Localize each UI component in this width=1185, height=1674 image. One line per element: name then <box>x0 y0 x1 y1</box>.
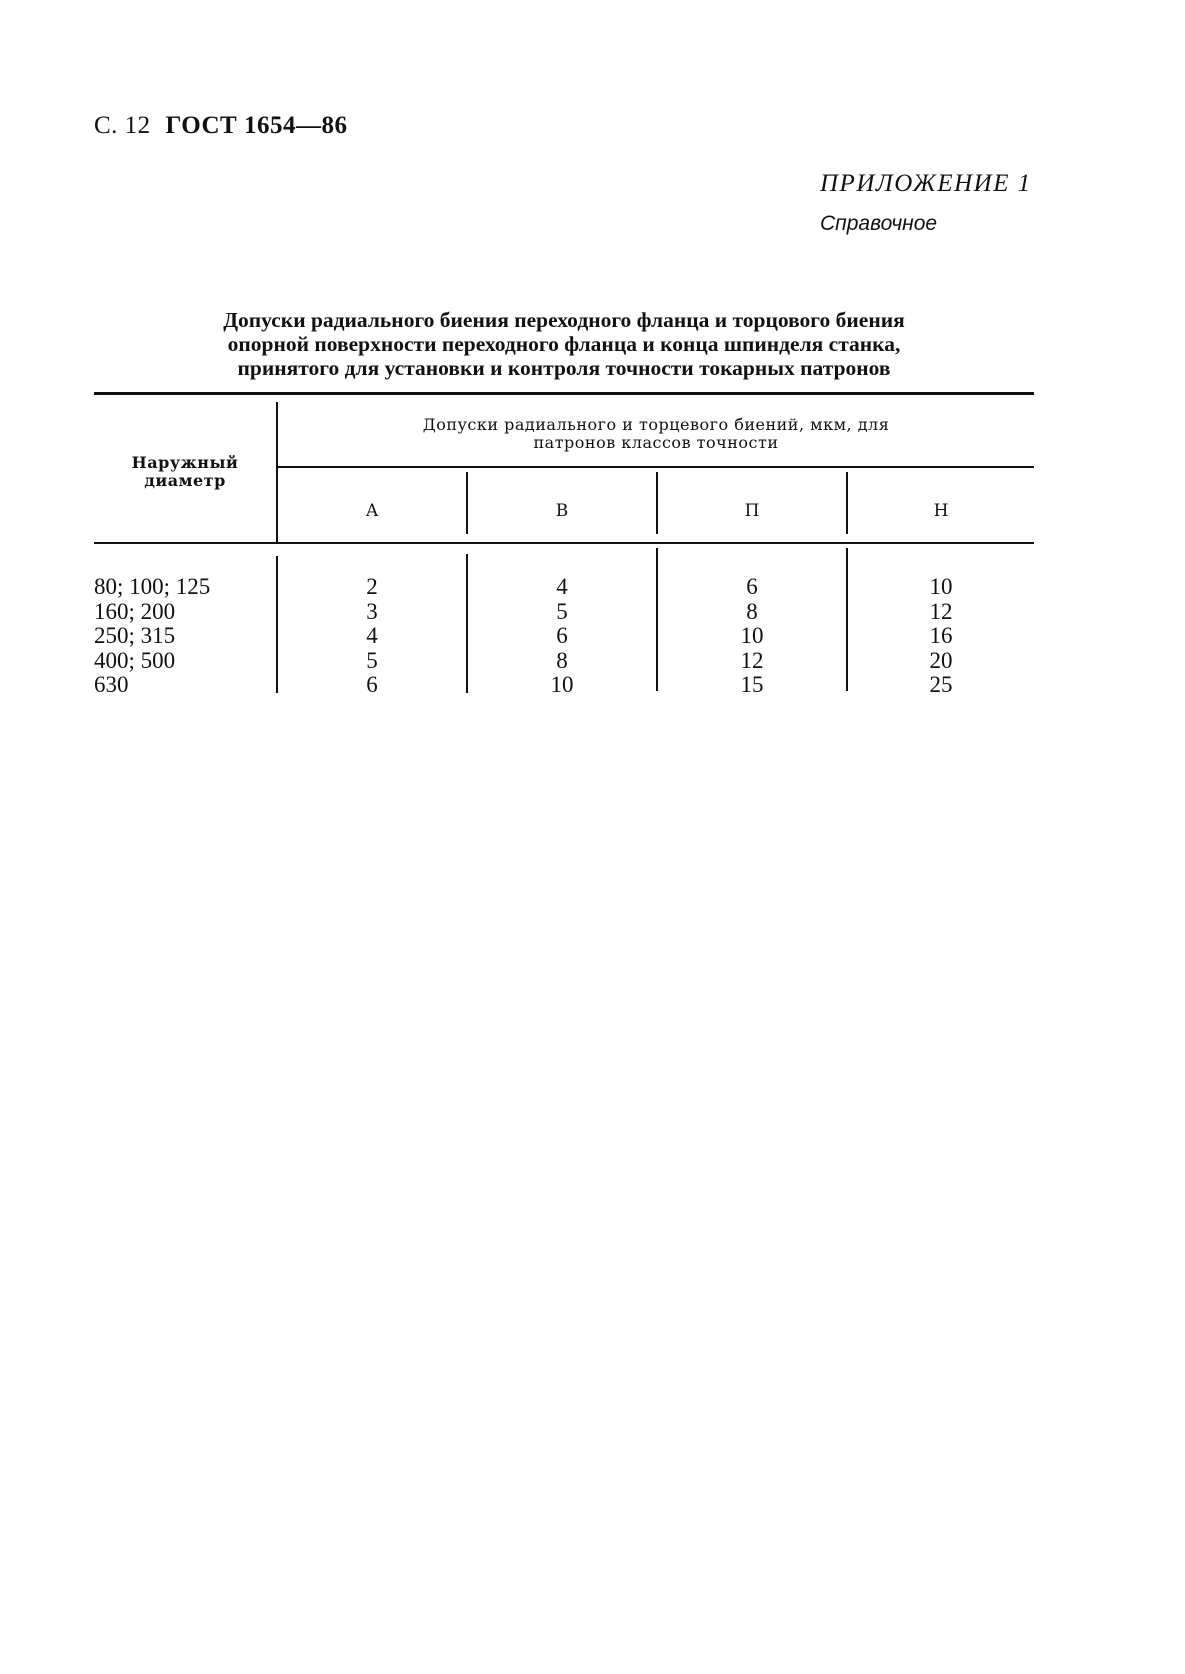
table-title <box>94 308 1034 380</box>
cell-class-h: 10 <box>929 574 953 599</box>
cell-diameter: 250; 315 <box>94 623 176 648</box>
cell-class-a: 6 <box>366 672 378 697</box>
column-header-line: диаметр <box>144 471 226 490</box>
table-row <box>94 673 1034 698</box>
title-line: принятого для установки и контроля точности токарных патронов <box>237 356 891 380</box>
appendix-status: Справочное <box>820 212 938 235</box>
class-header-p: П <box>744 501 760 521</box>
cell-class-h: 12 <box>929 598 953 624</box>
cell-class-h: 16 <box>929 623 953 648</box>
table-row <box>94 624 1034 649</box>
cell-class-a: 4 <box>366 623 378 648</box>
column-header-line: Допуски радиального и торцевого биений, мкм, для <box>422 415 890 434</box>
cell-diameter: 630 <box>94 672 129 697</box>
table-row <box>94 575 1034 600</box>
cell-class-p: 10 <box>740 623 764 648</box>
title-line: Допуски радиального биения переходного фланца и торцового биения <box>223 308 905 332</box>
class-header-b: В <box>555 501 569 521</box>
cell-class-p: 8 <box>746 598 758 624</box>
appendix-label: ПРИЛОЖЕНИЕ 1 <box>820 170 1032 197</box>
cell-class-p: 6 <box>746 574 758 599</box>
cell-class-h: 25 <box>929 672 953 697</box>
table-row <box>94 600 1034 625</box>
cell-class-a: 5 <box>366 647 378 673</box>
cell-class-a: 3 <box>366 598 378 624</box>
cell-class-b: 4 <box>556 574 568 599</box>
cell-class-p: 12 <box>740 647 764 673</box>
cell-class-a: 2 <box>366 574 378 599</box>
cell-class-b: 10 <box>550 672 574 697</box>
table-body <box>94 575 1034 698</box>
title-line: опорной поверхности переходного фланца и конца шпинделя станка, <box>227 332 901 356</box>
cell-diameter: 160; 200 <box>94 598 176 624</box>
page-header <box>94 112 347 140</box>
column-header-diameter <box>94 454 276 490</box>
cell-class-b: 6 <box>556 623 568 648</box>
table-top-rule <box>94 392 1034 395</box>
header-sub-rule <box>276 466 1034 468</box>
page-number: С. 12 <box>94 112 151 139</box>
table-row <box>94 649 1034 674</box>
class-header-h: Н <box>933 501 949 521</box>
column-header-tolerances <box>278 416 1034 452</box>
tolerance-table <box>94 392 1034 702</box>
standard-number: ГОСТ 1654—86 <box>165 112 348 139</box>
class-header-a: А <box>365 501 379 521</box>
cell-class-p: 15 <box>740 672 764 697</box>
header-bottom-rule <box>94 542 1034 544</box>
cell-diameter: 80; 100; 125 <box>94 574 211 599</box>
column-header-line: Наружный <box>131 453 239 472</box>
column-header-line: патронов классов точности <box>533 433 779 452</box>
cell-class-b: 5 <box>556 598 568 624</box>
cell-class-h: 20 <box>929 647 953 673</box>
cell-class-b: 8 <box>556 647 568 673</box>
cell-diameter: 400; 500 <box>94 647 176 673</box>
